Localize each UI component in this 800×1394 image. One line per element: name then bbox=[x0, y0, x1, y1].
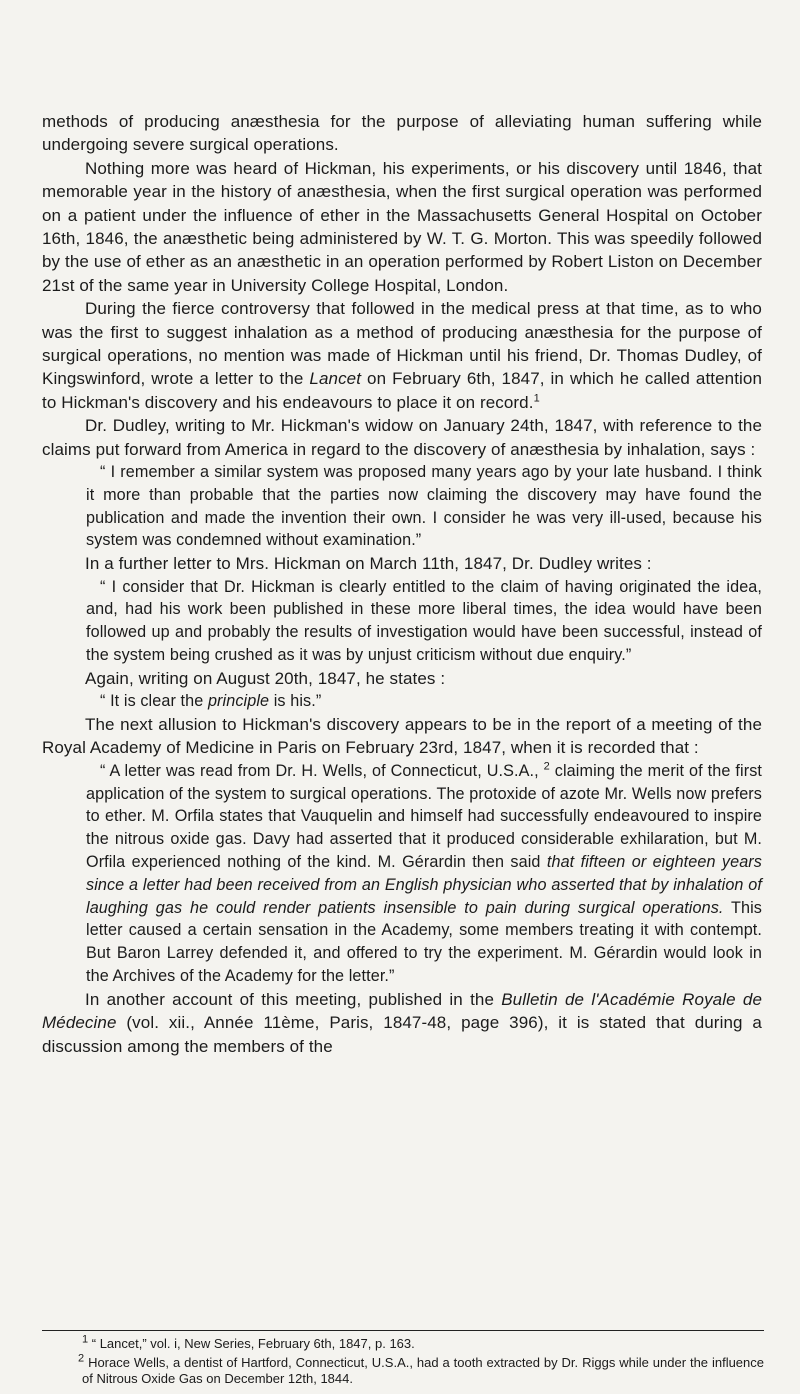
paragraph bbox=[42, 297, 762, 414]
text-segment: “ It is clear the bbox=[100, 692, 208, 711]
footnote-2-text: Horace Wells, a dentist of Hartford, Connecticut, U.S.A., had a tooth extracted by Dr. Riggs while under the influence of Nitrous Oxide Gas on December 12th, 1844. bbox=[82, 1355, 764, 1386]
quotation-paragraph bbox=[42, 576, 762, 667]
quotation-paragraph bbox=[42, 760, 762, 988]
italic-text: Lancet bbox=[309, 369, 362, 389]
paragraph bbox=[42, 713, 762, 760]
text-segment: During the fierce controversy that followed in the medical press at that time, as to who was the first to suggest inhalation as a method of producing anæsthesia for the purpose of surgical operations, no mention was made of Hickman until his friend, Dr. Thomas Dudley, of Kingswinford, wrote a letter to the bbox=[42, 299, 762, 389]
footnote-1-number: 1 bbox=[82, 1333, 89, 1346]
footnote-reference: 1 bbox=[533, 392, 540, 405]
text-segment: “ I remember a similar system was proposed many years ago by your late husband. I think it more than probable that the parties now claiming the discovery may have found the publication and made the invention their own. I consider he was very ill-used, because his system was condemned without examination.” bbox=[86, 463, 762, 550]
text-segment: The next allusion to Hickman's discovery appears to be in the report of a meeting of the Royal Academy of Medicine in Paris on February 23rd, 1847, when it is recorded that : bbox=[42, 715, 762, 758]
italic-text: principle bbox=[207, 692, 270, 711]
quotation-paragraph bbox=[42, 461, 762, 552]
paragraph bbox=[42, 667, 762, 690]
text-segment: “ A letter was read from Dr. H. Wells, of Connecticut, U.S.A., bbox=[100, 761, 544, 780]
paragraph bbox=[42, 988, 762, 1058]
footnote-1 bbox=[42, 1333, 764, 1352]
text-segment: (vol. xii., Année 11ème, Paris, 1847-48, page 396), it is stated that during a discussion among the members of the bbox=[42, 1013, 762, 1056]
footnote-2-number: 2 bbox=[78, 1352, 85, 1365]
text-segment: Dr. Dudley, writing to Mr. Hickman's widow on January 24th, 1847, with reference to the claims put forward from America in regard to the discovery of anæsthesia by inhalation, says : bbox=[42, 416, 762, 459]
text-segment: Again, writing on August 20th, 1847, he states : bbox=[85, 668, 446, 688]
text-segment: In a further letter to Mrs. Hickman on March 11th, 1847, Dr. Dudley writes : bbox=[85, 554, 652, 574]
paragraph bbox=[42, 157, 762, 297]
footnote-reference: 2 bbox=[543, 760, 550, 773]
italic-text: that fifteen or eighteen years since a letter had been received from an English physician who asserted that by inhalation of laughing gas he could render patients insensible to pain during surgical operations. bbox=[86, 853, 762, 917]
paragraph bbox=[42, 110, 762, 157]
text-segment: claiming the merit of the first application of the system to surgical operations. The protoxide of azote Mr. Wells now prefers to ether. M. Orfila states that Vauquelin and himself had successfully endeavoured to inspire the nitrous oxide gas. Davy had asserted that it produced considerable exhilaration, but M. Orfila experienced nothing of the kind. M. Gérardin then said bbox=[86, 761, 762, 872]
text-segment: on February 6th, 1847, in which he called attention to Hickman's discovery and his endeavours to place it on record. bbox=[42, 369, 763, 412]
footnote-2 bbox=[42, 1352, 764, 1387]
footnote-rule bbox=[42, 1330, 764, 1331]
text-segment: “ I consider that Dr. Hickman is clearly entitled to the claim of having originated the idea, and, had his work been published in these more liberal times, the idea would have been followed up and probably the results of investigation would have been successful, instead of the system being crushed as it was by unjust criticism without due enquiry.” bbox=[86, 577, 762, 665]
paragraph bbox=[42, 414, 762, 461]
text-segment: methods of producing anæsthesia for the purpose of alleviating human suffering while undergoing severe surgical operations. bbox=[42, 112, 762, 155]
footnote-1-text: “ Lancet,” vol. i, New Series, February 6th, 1847, p. 163. bbox=[91, 1336, 415, 1351]
text-segment: Nothing more was heard of Hickman, his experiments, or his discovery until 1846, that memorable year in the history of anæsthesia, when the first surgical operation was performed on a patient under the influence of ether in the Massachusetts General Hospital on October 16th, 1846, the anæsthetic being administered by W. T. G. Morton. This was speedily followed by the use of ether as an anæsthetic in an operation performed by Robert Liston on December 21st of the same year in University College Hospital, London. bbox=[42, 158, 762, 295]
italic-text: Bulletin de l'Académie Royale de Médecine bbox=[42, 989, 762, 1033]
text-segment: is his.” bbox=[269, 692, 322, 711]
text-segment: In another account of this meeting, published in the bbox=[85, 989, 502, 1009]
body-text bbox=[42, 110, 762, 1058]
paragraph bbox=[42, 552, 762, 575]
quotation-paragraph bbox=[42, 690, 762, 713]
text-segment: This letter caused a certain sensation in the Academy, some members treating it with contempt. But Baron Larrey defended it, and offered to try the experiment. M. Gérardin would look in the Archives of the Academy for the letter.” bbox=[86, 898, 762, 986]
